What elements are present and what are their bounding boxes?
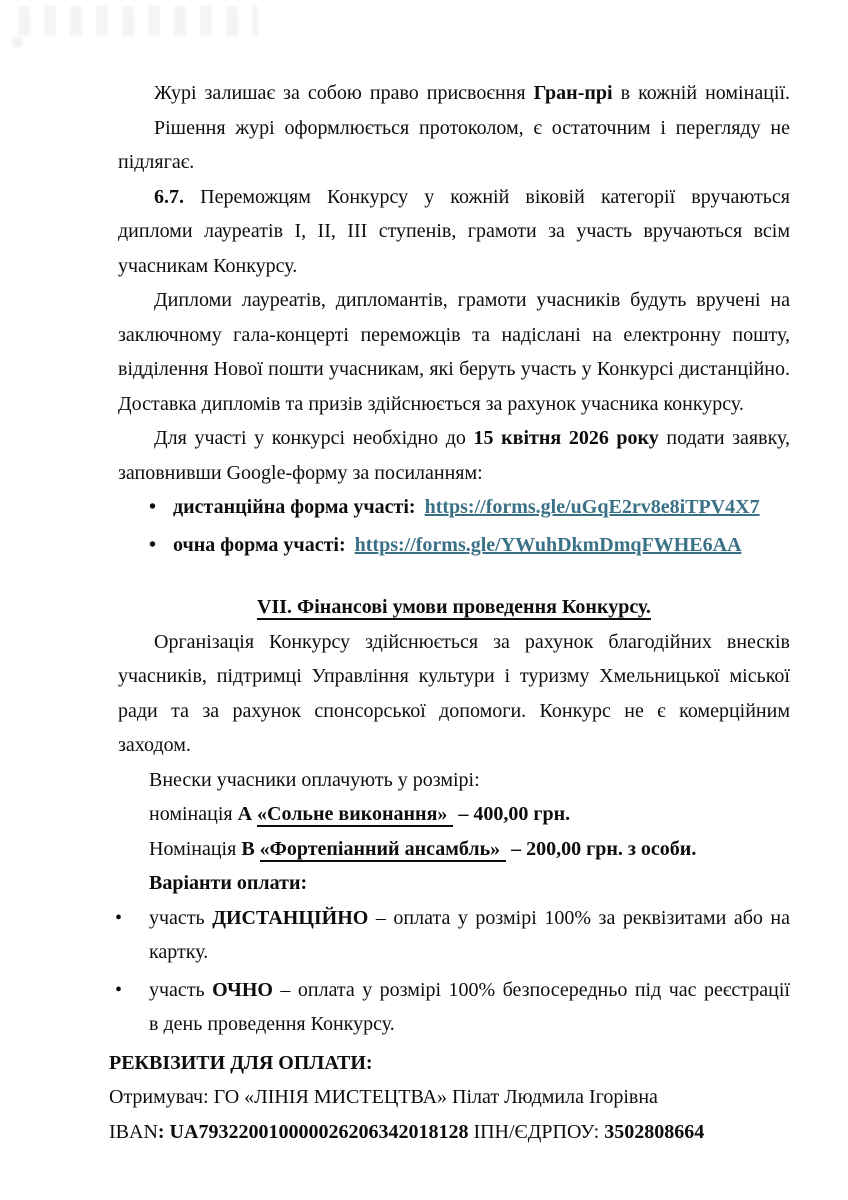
paragraph-diplomas-line1: Дипломи лауреатів, дипломантів, грамоти учасників будуть вручені на [154,289,790,311]
fee-nomination-a [118,797,790,832]
requisites-recipient: Отримувач: ГО «ЛІНІЯ МИСТЕЦТВА» Пілат Людмила Ігорівна [109,1086,658,1108]
option-onsite [115,973,790,1042]
requisites-title: РЕКВІЗИТИ ДЛЯ ОПЛАТИ: [109,1051,373,1074]
paragraph-apply-line1 [118,421,790,456]
remote-form-label: дистанційна форма участі: [173,496,416,518]
paragraph-6-7-line1 [118,180,790,215]
text-run: Журі залишає за собою право присвоєння [154,82,534,104]
text-run: – оплата у розмірі 100% за реквізитами або на [368,906,790,929]
option-onsite-keyword: ОЧНО [212,978,273,1001]
option-remote-keyword: ДИСТАНЦІЙНО [212,906,369,929]
paragraph-grand-prix [118,76,790,111]
paragraph-6-7-line3: учасникам Конкурсу. [118,254,298,277]
list-item-remote-form [118,490,790,525]
paragraph-diplomas-line2: заключному гала-концерті переможців та надіслані на електронну пошту, [118,323,790,346]
grand-prix-bold: Гран-прі [533,82,613,104]
scan-artifact-dot [12,38,22,47]
text-run: Номінація [149,837,242,860]
text-run: Для участі у конкурсі необхідно до [154,427,474,449]
fee-nomination-b [118,832,790,867]
option-remote-line1 [149,901,790,936]
form-links-list [118,490,790,562]
onsite-form-link[interactable]: https://forms.gle/YWuhDkmDmqFWHE6AA [354,533,742,556]
option-onsite-line1 [149,973,790,1008]
onsite-form-label: очна форма участі: [173,533,346,556]
nomination-b-letter: В [241,837,260,860]
iban-label: IBAN [109,1120,158,1143]
paragraph-diplomas-line3: відділення Нової пошти учасникам, які беруть участь у Конкурсі дистанційно. [118,358,790,380]
nomination-a-letter: А [237,803,258,825]
nomination-a-price: – 400,00 грн. [453,803,571,825]
paragraph-organization-line2: учасників, підтримці Управління культури і туризму Хмельницької міської [118,665,790,687]
bullet-icon: • [115,978,123,1001]
bullet-icon: • [149,533,157,556]
nomination-b-name: «Фортепіанний ансамбль» [260,838,506,862]
text-run: участь [149,906,213,929]
remote-form-link[interactable]: https://forms.gle/uGqE2rv8e8iTPV4X7 [424,496,760,518]
tax-id-label: ІПН/ЄДРПОУ: [468,1120,605,1143]
bullet-icon: • [115,906,123,929]
option-remote-line2: картку. [149,941,209,963]
clause-number: 6.7. [154,185,184,208]
iban-value: : UA793220010000026206342018128 [157,1120,469,1143]
list-item-onsite-form [118,528,790,563]
payment-requisites-block [109,1046,790,1150]
nomination-a-name: «Сольне виконання» [257,803,453,827]
text-run: участь [149,978,213,1001]
text-run: номінація [149,803,238,825]
requisites-iban-line [109,1115,790,1150]
section-7-heading [118,590,790,625]
text-run: в кожній номінації. [612,82,791,104]
option-onsite-line2: в день проведення Конкурсу. [149,1013,395,1035]
deadline-date: 15 квітня 2026 року [473,427,659,449]
paragraph-jury-decision-line1: Рішення журі оформлюється протоколом, є остаточним і перегляду не [154,116,790,139]
nomination-b-price: – 200,00 грн. з особи. [506,837,697,860]
scan-artifact [18,6,258,36]
fees-intro: Внески учасники оплачують у розмірі: [149,768,480,791]
text-run: Переможцям Конкурсу у кожній віковій категорії вручаються [184,185,790,208]
paragraph-diplomas-line4: Доставка дипломів та призів здійснюється за рахунок учасника конкурсу. [118,392,744,415]
text-run: – оплата у розмірі 100% безпосередньо під час реєстрації [272,978,790,1001]
paragraph-organization-line3: ради та за рахунок спонсорської допомоги. Конкурс не є комерційним заходом. [118,699,790,756]
paragraph-jury-decision-line2: підлягає. [118,151,195,173]
payment-options-title: Варіанти оплати: [149,872,308,894]
paragraph-6-7-line2: дипломи лауреатів I, II, III ступенів, грамоти за участь вручаються всім [118,220,790,242]
paragraph-organization-line1: Організація Конкурсу здійснюється за рахунок благодійних внесків [154,630,790,653]
bullet-icon: • [149,496,157,518]
text-run: подати заявку, [658,427,791,449]
section-7-heading-text: VII. Фінансові умови проведення Конкурсу. [257,596,651,618]
option-remote [115,901,790,970]
tax-id-value: 3502808664 [604,1120,705,1143]
paragraph-apply-line2: заповнивши Google-форму за посиланням: [118,461,483,484]
